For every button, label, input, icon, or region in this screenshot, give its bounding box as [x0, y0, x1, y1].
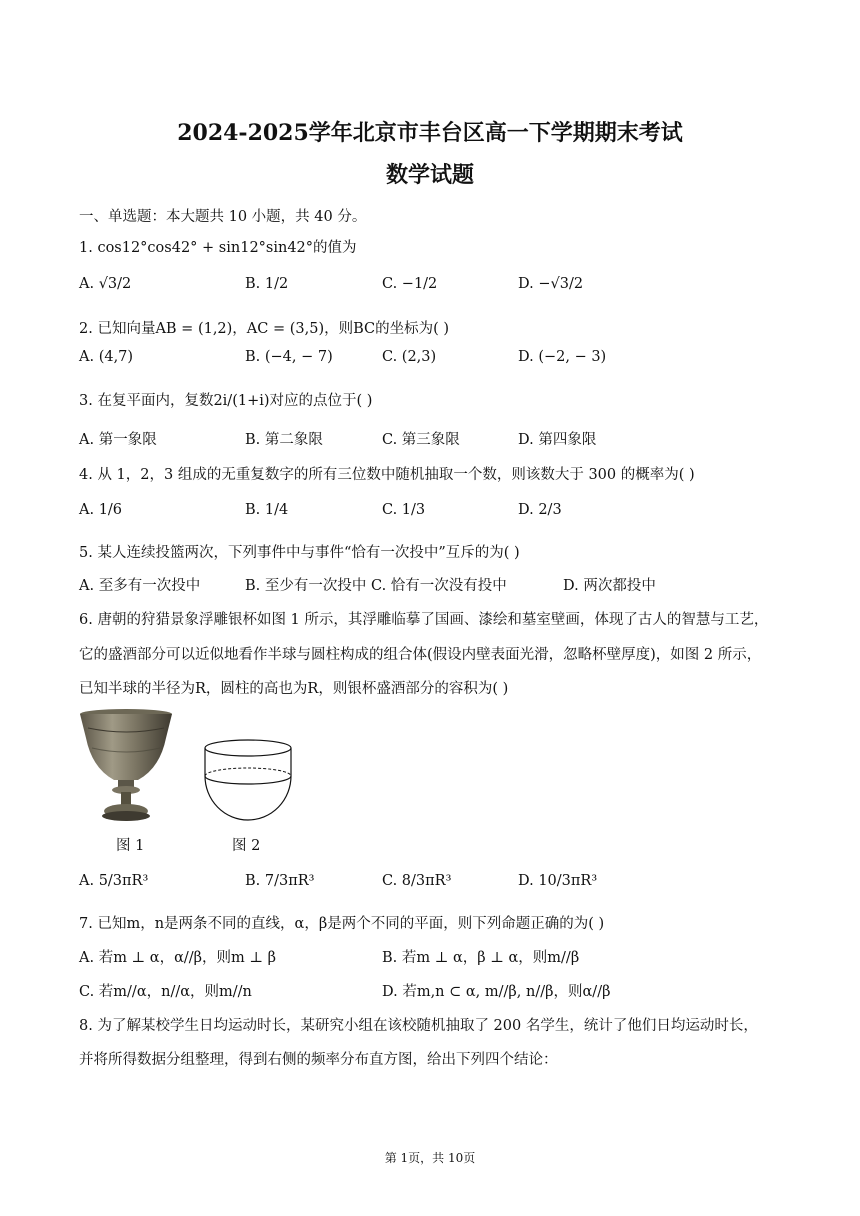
q5-option-c: C. 恰有一次没有投中	[371, 578, 507, 594]
question-7-stem: 7. 已知m，n是两条不同的直线，α，β是两个不同的平面，则下列命题正确的为( )	[79, 916, 605, 932]
q4-option-d: D. 2/3	[518, 502, 562, 518]
q2-option-c: C. (2,3)	[382, 349, 437, 365]
q7-option-a: A. 若m ⊥ α，α//β，则m ⊥ β	[79, 950, 277, 966]
page-subtitle: 数学试题	[385, 162, 474, 188]
q1-option-c: C. −1/2	[382, 276, 438, 292]
figure-2-label: 图 2	[232, 838, 261, 854]
q5-option-a: A. 至多有一次投中	[79, 578, 201, 594]
q2-option-d: D. (−2, − 3)	[518, 349, 607, 365]
q3-option-b: B. 第二象限	[245, 432, 323, 448]
question-6-stem-line-2: 它的盛酒部分可以近似地看作半球与圆柱构成的组合体(假设内壁表面光滑，忽略杯壁厚度)，如图 2 所示，	[79, 647, 762, 663]
cylinder-hemisphere-diagram	[202, 738, 294, 824]
q6-option-c: C. 8/3πR³	[382, 873, 452, 889]
q2-option-b: B. (−4, − 7)	[245, 349, 333, 365]
q5-option-d: D. 两次都投中	[563, 578, 656, 594]
q6-option-d: D. 10/3πR³	[518, 873, 598, 889]
q7-option-b: B. 若m ⊥ α，β ⊥ α，则m//β	[382, 950, 580, 966]
question-5-stem: 5. 某人连续投篮两次，下列事件中与事件“恰有一次投中”互斥的为( )	[79, 545, 520, 561]
question-1-stem: 1. cos12°cos42° + sin12°sin42°的值为	[79, 240, 357, 256]
question-6-stem-line-3: 已知半球的半径为R，圆柱的高也为R，则银杯盛酒部分的容积为( )	[79, 681, 509, 697]
question-3-stem: 3. 在复平面内，复数2i/(1+i)对应的点位于( )	[79, 393, 373, 409]
q3-option-d: D. 第四象限	[518, 432, 597, 448]
section-heading: 一、单选题：本大题共 10 小题，共 40 分。	[79, 209, 367, 225]
silver-cup-figure	[78, 708, 174, 824]
q1-option-a: A. √3/2	[79, 276, 132, 292]
q7-option-d: D. 若m,n ⊂ α, m//β, n//β，则α//β	[382, 984, 611, 1000]
q1-option-d: D. −√3/2	[518, 276, 584, 292]
q6-option-b: B. 7/3πR³	[245, 873, 315, 889]
q4-option-b: B. 1/4	[245, 502, 289, 518]
q1-option-b: B. 1/2	[245, 276, 289, 292]
question-4-stem: 4. 从 1，2，3 组成的无重复数字的所有三位数中随机抽取一个数，则该数大于 300 的概率为( )	[79, 467, 695, 483]
q4-option-c: C. 1/3	[382, 502, 426, 518]
q4-option-a: A. 1/6	[79, 502, 123, 518]
page-title: 2024-2025学年北京市丰台区高一下学期期末考试	[177, 120, 683, 146]
q5-option-b: B. 至少有一次投中	[245, 578, 367, 594]
q3-option-c: C. 第三象限	[382, 432, 460, 448]
question-8-stem-line-1: 8. 为了解某校学生日均运动时长，某研究小组在该校随机抽取了 200 名学生，统计了他们日均运动时长，	[79, 1018, 758, 1034]
question-8-stem-line-2: 并将所得数据分组整理，得到右侧的频率分布直方图，给出下列四个结论：	[79, 1052, 558, 1068]
q7-option-c: C. 若m//α，n//α，则m//n	[79, 984, 252, 1000]
figure-1-label: 图 1	[116, 838, 145, 854]
question-2-stem: 2. 已知向量AB = (1,2)，AC = (3,5)，则BC的坐标为( )	[79, 321, 450, 337]
page-footer: 第 1页，共 10页	[384, 1151, 476, 1165]
q3-option-a: A. 第一象限	[79, 432, 157, 448]
q6-option-a: A. 5/3πR³	[79, 873, 149, 889]
question-6-stem-line-1: 6. 唐朝的狩猎景象浮雕银杯如图 1 所示，其浮雕临摹了国画、漆绘和墓室壁画，体现了古人的智慧与工艺，	[79, 612, 769, 628]
q2-option-a: A. (4,7)	[79, 349, 134, 365]
